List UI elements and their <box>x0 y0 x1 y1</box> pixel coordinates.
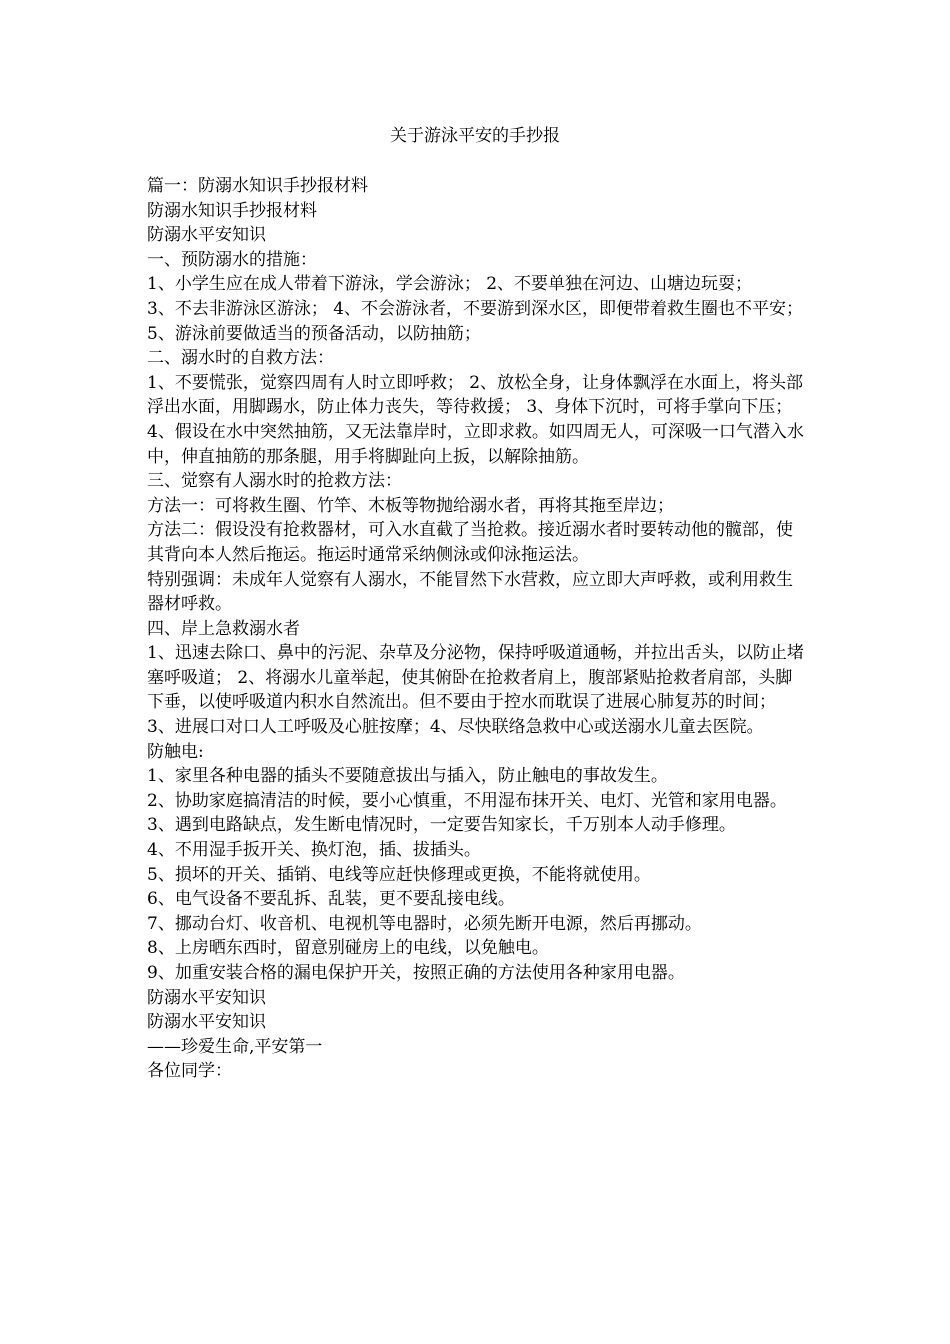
list-item: 3、遇到电路缺点，发生断电情况时，一定要告知家长，千万别本人动手修理。 <box>147 815 736 836</box>
paragraph: 3、不去非游泳区游泳； 4、不会游泳者，不要游到深水区，即便带着救生圈也不平安； 5、游泳前要做适当的预备活动，以防抽筋； <box>147 298 804 344</box>
document-title: 关于游泳平安的手抄报 <box>390 126 560 146</box>
section-heading: 一、预防溺水的措施： <box>147 249 317 270</box>
paragraph: 防溺水平安知识 <box>147 987 266 1008</box>
paragraph: 1、迅速去除口、鼻中的污泥、杂草及分泌物，保持呼吸道通畅，并拉出舌头，以防止堵塞呼吸道； 2、将溺水儿童举起，使其俯卧在抢救者肩上，腹部紧贴抢救者肩部，头脚下垂，以使呼吸道内积水自然流出。但不要由于控水而耽误了进展心肺复苏的时间； 3、进展口对口人工呼吸及心脏按摩；4、尽快联络急救中心或送溺水儿童去医院。 <box>147 643 804 738</box>
paragraph: 各位同学： <box>147 1061 232 1082</box>
paragraph: ——珍爱生命,平安第一 <box>147 1036 323 1057</box>
section-heading: 三、觉察有人溺水时的抢救方法： <box>147 471 402 492</box>
paragraph: 1、不要慌张，觉察四周有人时立即呼救； 2、放松全身，让身体飘浮在水面上，将头部浮出水面，用脚踢水，防止体力丧失，等待救援； 3、身体下沉时，可将手掌向下压； 4、假设在水中突然抽筋，又无法靠岸时，立即求救。如四周无人，可深吸一口气潜入水中，伸直抽筋的那条腿，用手将脚趾向上扳，以解除抽筋。 <box>147 372 804 467</box>
paragraph: 1、小学生应在成人带着下游泳，学会游泳； 2、不要单独在河边、山塘边玩耍； <box>147 274 753 295</box>
paragraph: 防溺水平安知识 <box>147 225 266 246</box>
paragraph: 篇一：防溺水知识手抄报材料 <box>147 176 368 196</box>
list-item: 5、损坏的开关、插销、电线等应赶快修理或更换，不能将就使用。 <box>147 864 651 885</box>
section-heading: 四、岸上急救溺水者 <box>147 618 300 639</box>
section-heading: 二、溺水时的自救方法： <box>147 348 334 369</box>
list-item: 7、挪动台灯、收音机、电视机等电器时，必须先断开电源，然后再挪动。 <box>147 913 702 934</box>
list-item: 2、协助家庭搞清洁的时候，要小心慎重，不用湿布抹开关、电灯、光管和家用电器。 <box>147 790 787 811</box>
list-item: 6、电气设备不要乱拆、乱装，更不要乱接电线。 <box>147 889 515 910</box>
list-item: 4、不用湿手扳开关、换灯泡，插、拔插头。 <box>147 840 481 861</box>
paragraph: 特别强调：未成年人觉察有人溺水，不能冒然下水营救，应立即大声呼救，或利用救生器材呼救。 <box>147 569 793 615</box>
paragraph: 防溺水知识手抄报材料 <box>147 200 317 221</box>
paragraph: 防溺水平安知识 <box>147 1012 266 1033</box>
list-item: 9、加重安装合格的漏电保护开关，按照正确的方法使用各种家用电器。 <box>147 963 685 983</box>
document-body <box>147 174 809 1084</box>
paragraph: 方法一：可将救生圈、竹竿、木板等物抛给溺水者，再将其拖至岸边； <box>147 495 674 516</box>
paragraph: 方法二：假设没有抢救器材，可入水直截了当抢救。接近溺水者时要转动他的髋部，使其背向本人然后拖运。拖运时通常采纳侧泳或仰泳拖运法。 <box>147 520 793 565</box>
section-heading: 防触电: <box>147 741 204 762</box>
list-item: 8、上房晒东西时，留意别碰房上的电线，以免触电。 <box>147 938 549 959</box>
list-item: 1、家里各种电器的插头不要随意拔出与插入，防止触电的事故发生。 <box>147 766 668 787</box>
